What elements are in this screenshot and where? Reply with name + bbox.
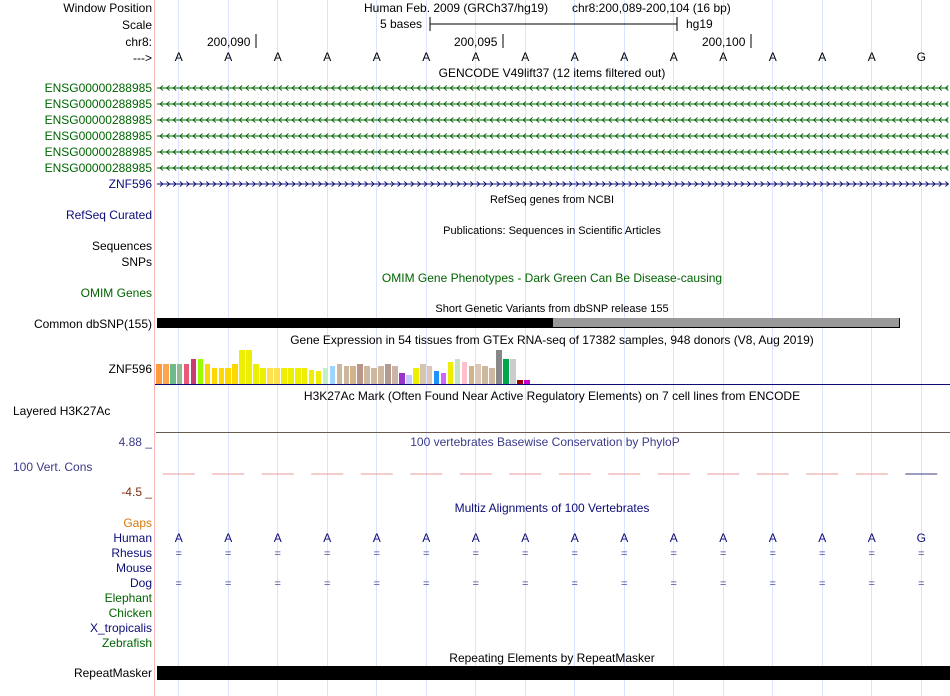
alignment-char: = [423, 578, 430, 590]
base-letter: G [916, 50, 926, 64]
chr-label: chr8: [125, 35, 152, 49]
znf596-gene-label[interactable]: ZNF596 [108, 177, 152, 191]
alignment-char: A [867, 531, 876, 545]
base-letter: A [768, 50, 777, 64]
gencode-item-label[interactable]: ENSG00000288985 [44, 161, 152, 175]
alignment-char: G [916, 531, 926, 545]
gtex-gene-label[interactable]: ZNF596 [108, 362, 152, 376]
alignment-char: = [373, 578, 380, 590]
base-letter: A [719, 50, 728, 64]
alignment-char: = [571, 548, 578, 560]
alignment-char: = [274, 578, 281, 590]
refseq-label[interactable]: RefSeq Curated [65, 208, 152, 222]
alignment-char: = [720, 548, 727, 560]
alignment-char: A [323, 531, 332, 545]
alignment-char: = [918, 548, 925, 560]
alignment-char: = [769, 548, 776, 560]
alignment-char: A [273, 531, 282, 545]
species-label-xtropicalis[interactable]: X_tropicalis [89, 621, 152, 635]
scale-label: Scale [121, 18, 152, 32]
alignment-char: = [868, 548, 875, 560]
gencode-item-label[interactable]: ENSG00000288985 [44, 145, 152, 159]
gencode-item-label[interactable]: ENSG00000288985 [44, 113, 152, 127]
dbsnp-title: Short Genetic Variants from dbSNP release 155 [435, 303, 669, 315]
window-position-label: Window Position [63, 1, 152, 15]
omim-title: OMIM Gene Phenotypes - Dark Green Can Be Disease-causing [381, 271, 723, 285]
alignment-char: = [918, 578, 925, 590]
base-letter: A [818, 50, 827, 64]
alignment-char: A [174, 531, 183, 545]
snps-label[interactable]: SNPs [121, 255, 152, 269]
alignment-char: = [522, 548, 529, 560]
alignment-char: A [669, 531, 678, 545]
base-letter: A [570, 50, 579, 64]
base-letter: A [174, 50, 183, 64]
species-label-dog[interactable]: Dog [129, 576, 152, 590]
alignment-char: = [621, 578, 628, 590]
ruler-tick-label: 200,090 [207, 35, 251, 49]
gencode-item-label[interactable]: ENSG00000288985 [44, 81, 152, 95]
alignment-char: = [670, 578, 677, 590]
alignment-char: = [373, 548, 380, 560]
species-label-elephant[interactable]: Elephant [104, 591, 152, 605]
alignment-char: = [819, 548, 826, 560]
gaps-label[interactable]: Gaps [123, 516, 152, 530]
alignment-char: = [472, 578, 479, 590]
alignment-char: A [620, 531, 629, 545]
alignment-char: = [324, 578, 331, 590]
alignment-char: A [818, 531, 827, 545]
species-label-zebrafish[interactable]: Zebrafish [101, 636, 152, 650]
base-letter: A [471, 50, 480, 64]
alignment-char: = [423, 548, 430, 560]
alignment-char: A [372, 531, 381, 545]
alignment-char: A [422, 531, 431, 545]
base-letter: A [323, 50, 332, 64]
sequences-label[interactable]: Sequences [91, 239, 152, 253]
alignment-char: A [471, 531, 480, 545]
h3k27ac-title: H3K27Ac Mark (Often Found Near Active Regulatory Elements) on 7 cell lines from ENCODE [303, 389, 801, 403]
base-letter: A [372, 50, 381, 64]
species-label-mouse[interactable]: Mouse [115, 561, 152, 575]
alignment-char: = [868, 578, 875, 590]
base-letter: A [620, 50, 629, 64]
alignment-char: A [224, 531, 233, 545]
scale-assembly: hg19 [686, 17, 713, 31]
cons-min-label: -4.5 _ [121, 485, 152, 499]
publications-title: Publications: Sequences in Scientific Articles [443, 225, 661, 237]
base-letter: A [273, 50, 282, 64]
assembly-text: Human Feb. 2009 (GRCh37/hg19) [364, 1, 549, 15]
alignment-char: = [621, 548, 628, 560]
alignment-char: = [769, 578, 776, 590]
base-letter: A [521, 50, 530, 64]
base-letter: A [669, 50, 678, 64]
alignment-char: A [570, 531, 579, 545]
gencode-title: GENCODE V49lift37 (12 items filtered out) [438, 66, 666, 80]
ruler-tick-label: 200,100 [702, 35, 746, 49]
alignment-char: = [571, 578, 578, 590]
alignment-char: A [768, 531, 777, 545]
multiz-title: Multiz Alignments of 100 Vertebrates [454, 501, 650, 515]
gencode-item-label[interactable]: ENSG00000288985 [44, 97, 152, 111]
alignment-char: A [521, 531, 530, 545]
base-letter: A [867, 50, 876, 64]
cons-max-label: 4.88 _ [118, 435, 152, 449]
alignment-char: = [324, 548, 331, 560]
alignment-char: = [472, 548, 479, 560]
alignment-char: = [720, 578, 727, 590]
omim-label[interactable]: OMIM Genes [80, 286, 152, 300]
species-label-chicken[interactable]: Chicken [108, 606, 152, 620]
gtex-title: Gene Expression in 54 tissues from GTEx RNA-seq of 17382 samples, 948 donors (V8, Aug 2019) [290, 333, 814, 347]
alignment-char: = [175, 548, 182, 560]
alignment-char: A [719, 531, 728, 545]
repeatmasker-label[interactable]: RepeatMasker [73, 666, 152, 680]
alignment-char: = [522, 578, 529, 590]
repeatmasker-title: Repeating Elements by RepeatMasker [449, 651, 655, 665]
base-letter: A [224, 50, 233, 64]
base-letter: A [422, 50, 431, 64]
scale-text: 5 bases [380, 17, 423, 31]
strand-label: ---> [133, 51, 152, 65]
alignment-char: = [670, 548, 677, 560]
alignment-char: = [274, 548, 281, 560]
alignment-char: = [175, 578, 182, 590]
alignment-char: = [225, 548, 232, 560]
dbsnp-label[interactable]: Common dbSNP(155) [33, 317, 152, 331]
h3k27ac-label[interactable]: Layered H3K27Ac [13, 404, 111, 418]
cons-label[interactable]: 100 Vert. Cons [13, 460, 93, 474]
species-label-rhesus[interactable]: Rhesus [111, 546, 152, 560]
ruler-tick-label: 200,095 [454, 35, 498, 49]
alignment-char: = [225, 578, 232, 590]
repeatmasker-element-bar[interactable] [157, 666, 950, 680]
cons-title: 100 vertebrates Basewise Conservation by PhyloP [410, 435, 680, 449]
position-text: chr8:200,089-200,104 (16 bp) [572, 1, 731, 15]
alignment-char: = [819, 578, 826, 590]
gencode-item-label[interactable]: ENSG00000288985 [44, 129, 152, 143]
species-label-human[interactable]: Human [113, 531, 152, 545]
refseq-title: RefSeq genes from NCBI [489, 194, 615, 206]
